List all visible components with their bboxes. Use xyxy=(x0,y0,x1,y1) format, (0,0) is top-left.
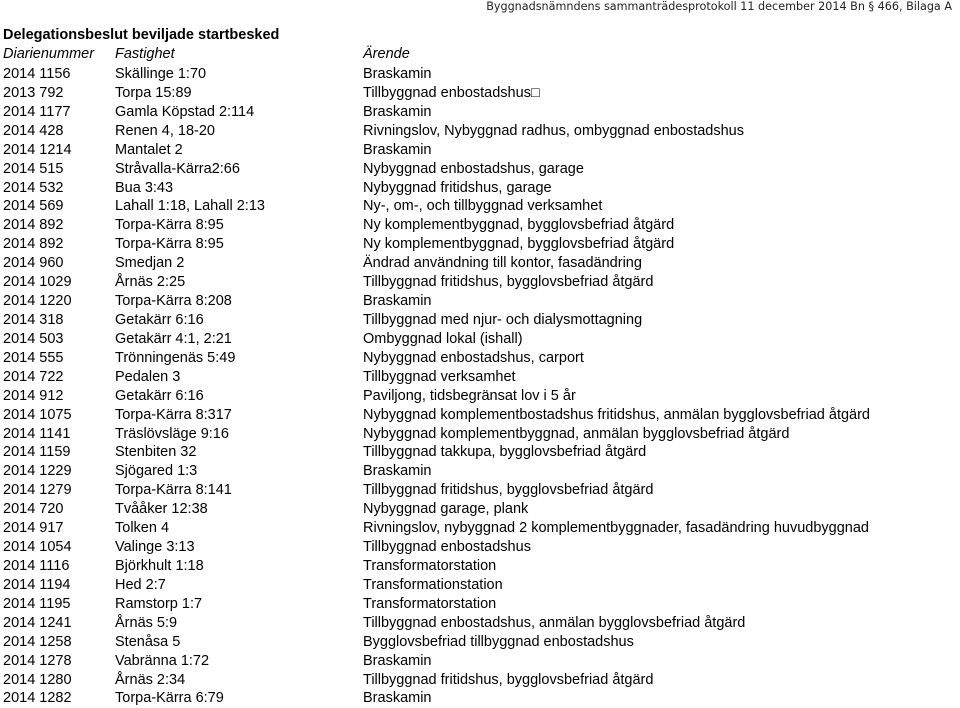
fastighet-cell: Sjögared 1:3 xyxy=(115,463,198,480)
list-item xyxy=(3,576,958,595)
fastighet-cell: Smedjan 2 xyxy=(115,255,185,272)
diarienummer-cell: 2014 1280 xyxy=(3,671,72,688)
arende-cell: Braskamin xyxy=(363,141,432,158)
diarienummer-cell: 2014 1156 xyxy=(3,66,71,82)
list-item xyxy=(3,216,958,235)
fastighet-cell: Torpa-Kärra 8:141 xyxy=(115,482,232,499)
list-item xyxy=(3,425,958,444)
arende-cell: Braskamin xyxy=(363,103,432,120)
arende-cell: Tillbyggnad fritidshus, bygglovsbefriad åtgärd xyxy=(363,482,654,499)
arende-cell: Braskamin xyxy=(363,690,432,707)
list-item xyxy=(3,368,958,387)
arende-cell: Nybyggnad komplementbyggnad, anmälan bygglovsbefriad åtgärd xyxy=(363,425,790,442)
fastighet-cell: Stenåsa 5 xyxy=(115,633,181,650)
diarienummer-cell: 2014 892 xyxy=(3,217,64,234)
fastighet-cell: Getakärr 4:1, 2:21 xyxy=(115,330,232,347)
arende-cell: Transformatorstation xyxy=(363,557,497,574)
list-item xyxy=(3,462,958,481)
diarienummer-cell: 2014 503 xyxy=(3,330,64,347)
fastighet-cell: Ramstorp 1:7 xyxy=(115,595,203,612)
arende-cell: Tillbyggnad fritidshus, bygglovsbefriad åtgärd xyxy=(363,671,654,688)
arende-cell: Nybyggnad fritidshus, garage xyxy=(363,179,552,196)
fastighet-cell: Vabränna 1:72 xyxy=(115,652,210,669)
fastighet-cell: Skällinge 1:70 xyxy=(115,66,207,82)
diarienummer-cell: 2014 720 xyxy=(3,501,64,518)
fastighet-cell: Torpa-Kärra 8:95 xyxy=(115,236,224,253)
arende-cell: Braskamin xyxy=(363,293,432,310)
list-item xyxy=(3,311,958,330)
diarienummer-cell: 2014 1282 xyxy=(3,690,72,707)
arende-cell: Ombyggnad lokal (ishall) xyxy=(363,330,523,347)
diarienummer-cell: 2013 792 xyxy=(3,84,64,101)
list-item xyxy=(3,595,958,614)
fastighet-cell: Årnäs 2:25 xyxy=(115,274,186,291)
fastighet-cell: Årnäs 5:9 xyxy=(115,614,178,631)
list-item xyxy=(3,519,958,538)
fastighet-cell: Trönningenäs 5:49 xyxy=(115,349,236,366)
list-item xyxy=(3,500,958,519)
diarienummer-cell: 2014 892 xyxy=(3,236,64,253)
diarienummer-cell: 2014 515 xyxy=(3,160,64,177)
list-item xyxy=(3,633,958,652)
list-item xyxy=(3,406,958,425)
diarienummer-cell: 2014 1195 xyxy=(3,595,71,612)
fastighet-cell: Valinge 3:13 xyxy=(115,539,195,556)
diarienummer-cell: 2014 1075 xyxy=(3,406,72,423)
fastighet-cell: Björkhult 1:18 xyxy=(115,557,204,574)
list-item xyxy=(3,614,958,633)
diarienummer-cell: 2014 1194 xyxy=(3,576,71,593)
arende-cell: Nybyggnad komplementbostadshus fritidshus, anmälan bygglovsbefriad åtgärd xyxy=(363,406,870,423)
list-item xyxy=(3,292,958,311)
diarienummer-cell: 2014 1278 xyxy=(3,652,72,669)
arende-cell: Ny komplementbyggnad, bygglovsbefriad åtgärd xyxy=(363,217,675,234)
arende-cell: Ny komplementbyggnad, bygglovsbefriad åtgärd xyxy=(363,236,675,253)
list-item xyxy=(3,103,958,122)
list-item xyxy=(3,141,958,160)
list-item xyxy=(3,481,958,500)
fastighet-cell: Getakärr 6:16 xyxy=(115,387,204,404)
diarienummer-cell: 2014 1214 xyxy=(3,141,72,158)
arende-cell: Rivningslov, Nybyggnad radhus, ombyggnad enbostadshus xyxy=(363,122,745,139)
list-item xyxy=(3,84,958,103)
list-item xyxy=(3,443,958,462)
arende-cell: Braskamin xyxy=(363,652,432,669)
fastighet-cell: Stenbiten 32 xyxy=(115,444,197,461)
list-item xyxy=(3,273,958,292)
diarienummer-cell: 2014 428 xyxy=(3,122,64,139)
fastighet-cell: Mantalet 2 xyxy=(115,141,183,158)
fastighet-cell: Torpa-Kärra 8:95 xyxy=(115,217,224,234)
arende-cell: Transformationstation xyxy=(363,576,503,593)
list-item xyxy=(3,689,958,708)
list-item xyxy=(3,652,958,671)
arende-cell: Nybyggnad enbostadshus, garage xyxy=(363,160,584,177)
arende-cell: Tillbyggnad verksamhet xyxy=(363,368,516,385)
fastighet-cell: Lahall 1:18, Lahall 2:13 xyxy=(115,198,265,215)
list-item xyxy=(3,235,958,254)
arende-cell: Tillbyggnad enbostadshus xyxy=(363,539,531,556)
arende-cell: Braskamin xyxy=(363,463,432,480)
fastighet-cell: Årnäs 2:34 xyxy=(115,671,186,688)
fastighet-cell: Gamla Köpstad 2:114 xyxy=(115,103,255,120)
diarienummer-cell: 2014 917 xyxy=(3,520,64,537)
fastighet-cell: Getakärr 6:16 xyxy=(115,311,204,328)
arende-cell: Nybyggnad garage, plank xyxy=(363,501,529,518)
diarienummer-cell: 2014 1220 xyxy=(3,293,72,310)
fastighet-cell: Tvååker 12:38 xyxy=(115,501,208,518)
fastighet-cell: Pedalen 3 xyxy=(115,368,181,385)
list-item xyxy=(3,179,958,198)
diarienummer-cell: 2014 1229 xyxy=(3,463,72,480)
diarienummer-cell: 2014 1054 xyxy=(3,539,72,556)
document-title: Delegationsbeslut beviljade startbesked xyxy=(3,27,280,43)
fastighet-cell: Torpa-Kärra 6:79 xyxy=(115,690,224,707)
fastighet-cell: Torpa 15:89 xyxy=(115,84,192,101)
column-header-fastighet: Fastighet xyxy=(115,46,175,62)
column-header-diarienummer: Diarienummer xyxy=(3,46,95,62)
decision-list xyxy=(3,65,958,708)
arende-cell: Ny-, om-, och tillbyggnad verksamhet xyxy=(363,198,603,215)
protocol-header: Byggnadsnämndens sammanträdesprotokoll 11 december 2014 Bn § 466, Bilaga A xyxy=(486,0,952,13)
diarienummer-cell: 2014 1241 xyxy=(3,614,72,631)
fastighet-cell: Hed 2:7 xyxy=(115,576,166,593)
arende-cell: Rivningslov, nybyggnad 2 komplementbyggnader, fasadändring huvudbyggnad xyxy=(363,520,869,537)
list-item xyxy=(3,349,958,368)
diarienummer-cell: 2014 318 xyxy=(3,311,64,328)
list-item xyxy=(3,387,958,406)
diarienummer-cell: 2014 1279 xyxy=(3,482,72,499)
arende-cell: Nybyggnad enbostadshus, carport xyxy=(363,349,584,366)
column-headers xyxy=(3,45,953,64)
arende-cell: Tillbyggnad med njur- och dialysmottagning xyxy=(363,311,643,328)
diarienummer-cell: 2014 912 xyxy=(3,387,64,404)
list-item xyxy=(3,254,958,273)
list-item xyxy=(3,557,958,576)
fastighet-cell: Stråvalla-Kärra2:66 xyxy=(115,160,240,177)
fastighet-cell: Renen 4, 18-20 xyxy=(115,122,215,139)
diarienummer-cell: 2014 1258 xyxy=(3,633,72,650)
list-item xyxy=(3,538,958,557)
arende-cell: Tillbyggnad enbostadshus□ xyxy=(363,84,540,101)
diarienummer-cell: 2014 1029 xyxy=(3,274,72,291)
diarienummer-cell: 2014 1159 xyxy=(3,444,71,461)
arende-cell: Transformatorstation xyxy=(363,595,497,612)
arende-cell: Braskamin xyxy=(363,66,432,82)
diarienummer-cell: 2014 722 xyxy=(3,368,64,385)
arende-cell: Bygglovsbefriad tillbyggnad enbostadshus xyxy=(363,633,634,650)
fastighet-cell: Torpa-Kärra 8:317 xyxy=(115,406,232,423)
list-item xyxy=(3,671,958,690)
arende-cell: Paviljong, tidsbegränsat lov i 5 år xyxy=(363,387,576,404)
list-item xyxy=(3,197,958,216)
list-item xyxy=(3,330,958,349)
list-item xyxy=(3,65,958,84)
list-item xyxy=(3,122,958,141)
fastighet-cell: Torpa-Kärra 8:208 xyxy=(115,293,232,310)
diarienummer-cell: 2014 960 xyxy=(3,255,64,272)
arende-cell: Ändrad användning till kontor, fasadändring xyxy=(363,255,642,272)
arende-cell: Tillbyggnad fritidshus, bygglovsbefriad åtgärd xyxy=(363,274,654,291)
diarienummer-cell: 2014 569 xyxy=(3,198,64,215)
diarienummer-cell: 2014 532 xyxy=(3,179,64,196)
arende-cell: Tillbyggnad takkupa, bygglovsbefriad åtgärd xyxy=(363,444,647,461)
fastighet-cell: Tolken 4 xyxy=(115,520,170,537)
fastighet-cell: Träslövsläge 9:16 xyxy=(115,425,229,442)
diarienummer-cell: 2014 1141 xyxy=(3,425,71,442)
diarienummer-cell: 2014 1177 xyxy=(3,103,71,120)
column-header-arende: Ärende xyxy=(363,46,410,62)
diarienummer-cell: 2014 555 xyxy=(3,349,64,366)
arende-cell: Tillbyggnad enbostadshus, anmälan bygglovsbefriad åtgärd xyxy=(363,614,746,631)
diarienummer-cell: 2014 1116 xyxy=(3,557,70,574)
fastighet-cell: Bua 3:43 xyxy=(115,179,174,196)
list-item xyxy=(3,160,958,179)
